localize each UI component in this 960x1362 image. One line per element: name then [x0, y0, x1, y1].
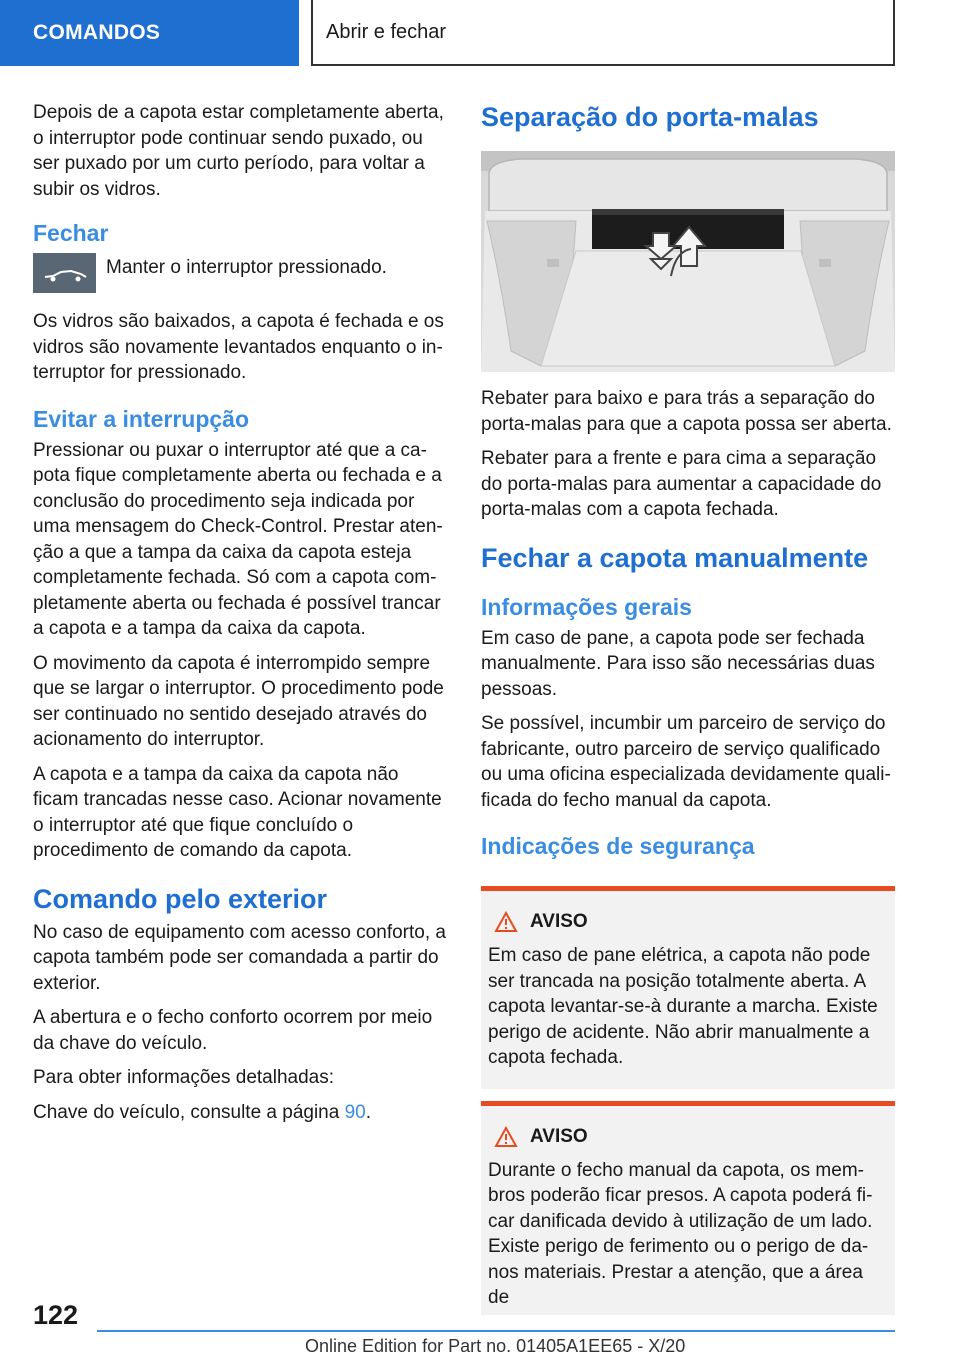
warning-text: Em caso de pane elétrica, a capota não pode ser trancada na posição totalmente aberta. A capota levantar-se-à durante a marcha. Existe perigo de acidente. Não abrir manualmente a capota fechada. [488, 945, 878, 1068]
warning-text: Durante o fecho manual da capota, os membros poderão ficar presos. A capota poderá ficar danificada devido à utilização de um lado. Existe perigo de ferimento ou o perigo de danos materiais. Prestar a atenção, que a área de [488, 1159, 873, 1308]
trunk-separator-illustration [481, 151, 895, 372]
warning-box-1 [481, 886, 895, 1089]
exterior-paragraph-4 [33, 1100, 448, 1126]
fechar-heading: Fechar [33, 220, 109, 246]
warning-title: AVISO [530, 1125, 588, 1147]
info-paragraph-2: Se possível, incumbir um parceiro de serviço do fabricante, outro parceiro de serviço qualificado ou uma oficina especializada devidamente qualificada do fecho manual da capota. [481, 713, 891, 811]
evitar-heading: Evitar a interrupção [33, 405, 250, 432]
warning-title-row [488, 911, 887, 933]
evitar-paragraph-3: A capota e a tampa da caixa da capota não ficam trancadas nesse caso. Acionar novamente o interruptor até que fique concluído o procedimento de comando da capota. [33, 763, 442, 861]
warning-title: AVISO [530, 911, 588, 932]
convertible-roof-icon [33, 253, 96, 293]
footer-edition: Online Edition for Part no. 01405A1EE65 - X/20 [305, 1336, 686, 1356]
evitar-paragraph-2: O movimento da capota é interrompido sempre que se largar o interruptor. O procedimento pode ser continuado no sentido desejado através do acionamento do interruptor. [33, 652, 444, 750]
separacao-paragraph-2: Rebater para a frente e para cima a separação do porta-malas para aumentar a capacidade do porta-malas com a capota fechada. [481, 448, 882, 520]
fechar-instruction-row [33, 253, 448, 293]
fechar-text: Os vidros são baixados, a capota é fechada e os vidros são novamente levantados enquanto o interruptor for pressionado. [33, 311, 444, 383]
section-tab: COMANDOS [0, 0, 299, 66]
page-reference-text: Chave do veículo, consulte a página [33, 1101, 345, 1123]
page-reference-end: . [365, 1101, 372, 1123]
exterior-paragraph-2: A abertura e o fecho conforto ocorrem por meio da chave do veículo. [33, 1007, 433, 1054]
page-number: 122 [33, 1300, 79, 1330]
exterior-heading: Comando pelo exterior [33, 883, 328, 914]
info-paragraph-1: Em caso de pane, a capota pode ser fechada manualmente. Para isso são necessárias duas pessoas. [481, 627, 875, 700]
separacao-heading: Separação do porta-malas [481, 102, 819, 132]
intro-paragraph: Depois de a capota estar completamente aberta, o interruptor pode continuar sendo puxado, ou ser puxado por um curto período, para voltar a subir os vidros. [33, 102, 444, 200]
left-column [33, 100, 448, 1134]
exterior-paragraph-3: Para obter informações detalhadas: [33, 1067, 335, 1088]
warning-title-row [488, 1126, 887, 1148]
info-heading: Informações gerais [481, 593, 692, 620]
fechar-instruction: Manter o interruptor pressionado. [106, 257, 387, 278]
evitar-paragraph-1: Pressionar ou puxar o interruptor até que a capota fique completamente aberta ou fechada e a conclusão do procedimento seja indicada por uma mensagem do Check-Control. Prestar atenção a que a tampa da caixa da capota esteja completamente fechada. Só com a capota completamente aberta ou fechada é possível trancar a capota e a tampa da caixa da capota. [33, 439, 443, 639]
manual-heading: Fechar a capota manualmente [481, 542, 869, 573]
separacao-paragraph-1: Rebater para baixo e para trás a separação do porta-malas para que a capota possa ser aberta. [481, 388, 892, 435]
warning-box-2 [481, 1101, 895, 1315]
warning-triangle-icon [494, 1126, 518, 1148]
footer-divider [97, 1330, 895, 1332]
exterior-paragraph-1: No caso de equipamento com acesso conforto, a capota também pode ser comandada a partir do exterior. [33, 921, 446, 994]
chapter-title: Abrir e fechar [311, 0, 895, 66]
page-reference-link[interactable]: 90 [344, 1101, 366, 1123]
right-column [481, 100, 895, 1315]
warning-triangle-icon [494, 911, 518, 933]
seguranca-heading: Indicações de segurança [481, 833, 755, 859]
